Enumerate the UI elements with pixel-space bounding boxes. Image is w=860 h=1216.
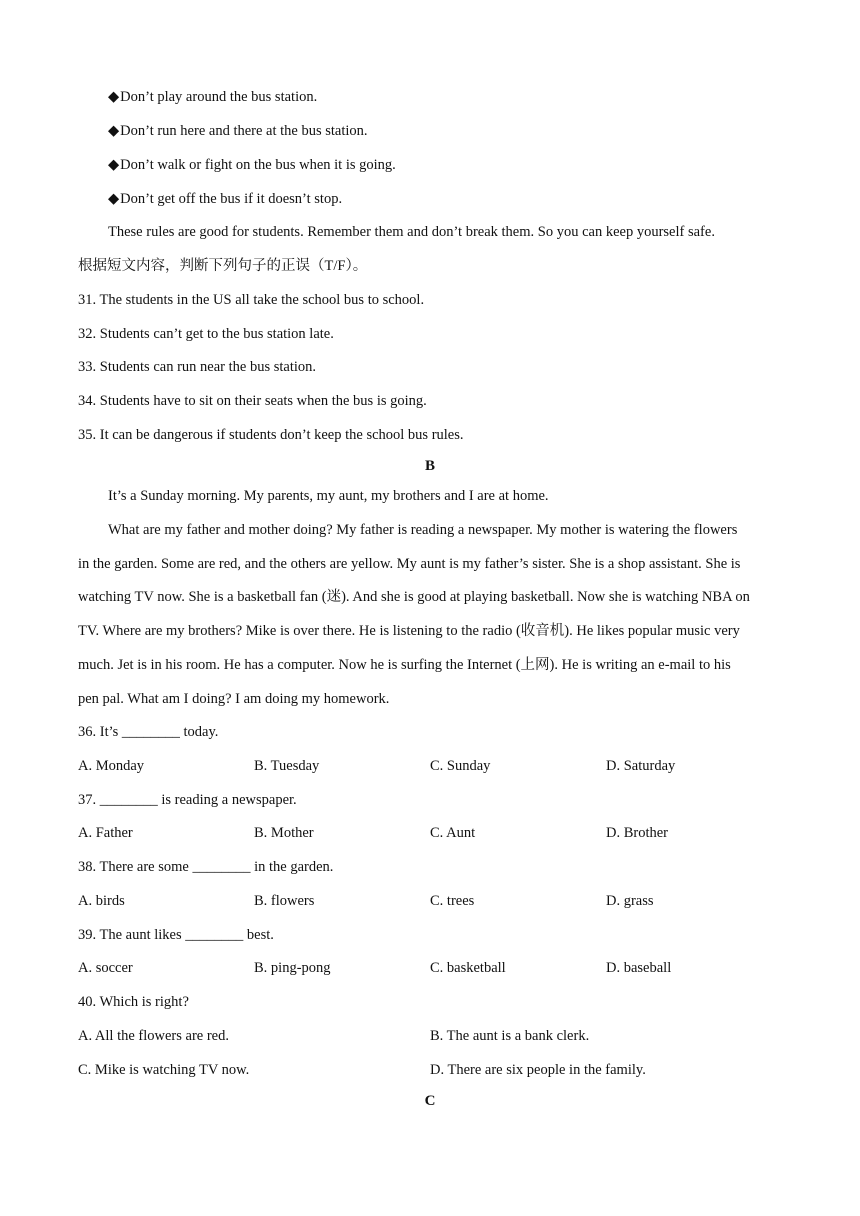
mc-option: C. basketball [430,960,506,976]
mc-question-stem: 39. The aunt likes ________ best. [78,927,274,943]
diamond-bullet-icon: ◆ [108,157,120,173]
mc-question-stem: 38. There are some ________ in the garden. [78,859,334,875]
mc-option: B. Mother [254,825,314,841]
mc-option: C. Mike is watching TV now. [78,1062,250,1078]
mc-question-stem: 40. Which is right? [78,994,189,1010]
passage-line: TV. Where are my brothers? Mike is over there. He is listening to the radio (收音机). He likes popular music very [78,623,740,639]
diamond-bullet-icon: ◆ [108,191,120,207]
passage-line: much. Jet is in his room. He has a computer. Now he is surfing the Internet (上网). He is writing an e-mail to his [78,657,731,673]
rule-item: ◆Don’t run here and there at the bus station. [108,123,368,139]
mc-option: A. birds [78,893,125,909]
mc-option: A. Monday [78,758,145,774]
tf-question: 35. It can be dangerous if students don’t keep the school bus rules. [78,427,464,443]
rule-item: ◆Don’t get off the bus if it doesn’t stop. [108,191,343,207]
closing-paragraph: These rules are good for students. Remember them and don’t break them. So you can keep yourself safe. [108,224,715,240]
mc-option: D. baseball [606,960,672,976]
section-b-title: B [424,458,435,474]
passage-line: It’s a Sunday morning. My parents, my aunt, my brothers and I are at home. [108,488,549,504]
mc-option: A. Father [78,825,133,841]
mc-option: B. The aunt is a bank clerk. [430,1028,590,1044]
passage-line: watching TV now. She is a basketball fan (迷). And she is good at playing basketball. Now she is watching NBA on [78,589,750,605]
diamond-bullet-icon: ◆ [108,89,120,105]
tf-question: 32. Students can’t get to the bus station late. [78,326,334,342]
tf-question: 34. Students have to sit on their seats when the bus is going. [78,393,427,409]
passage-line: What are my father and mother doing? My father is reading a newspaper. My mother is watering the flowers [108,522,738,538]
passage-line: pen pal. What am I doing? I am doing my homework. [78,691,390,707]
mc-option: D. Brother [606,825,669,841]
mc-option: D. There are six people in the family. [430,1062,646,1078]
mc-option: B. flowers [254,893,315,909]
mc-option: D. grass [606,893,654,909]
mc-option: C. Aunt [430,825,476,841]
mc-question-stem: 36. It’s ________ today. [78,724,219,740]
mc-question-stem: 37. ________ is reading a newspaper. [78,792,297,808]
passage-line: in the garden. Some are red, and the others are yellow. My aunt is my father’s sister. She is a shop assistant. She is [78,556,741,572]
mc-option: C. trees [430,893,475,909]
mc-option: B. ping-pong [254,960,331,976]
section-c-title: C [424,1093,436,1109]
mc-option: A. All the flowers are red. [78,1028,229,1044]
diamond-bullet-icon: ◆ [108,123,120,139]
rule-item: ◆Don’t play around the bus station. [108,89,318,105]
mc-option: C. Sunday [430,758,491,774]
mc-option: D. Saturday [606,758,676,774]
rule-item: ◆Don’t walk or fight on the bus when it is going. [108,157,396,173]
mc-option: A. soccer [78,960,133,976]
instruction: 根据短文内容，判断下列句子的正误（T/F）。 [78,258,368,274]
mc-option: B. Tuesday [254,758,320,774]
tf-question: 31. The students in the US all take the school bus to school. [78,292,425,308]
tf-question: 33. Students can run near the bus station. [78,359,316,375]
